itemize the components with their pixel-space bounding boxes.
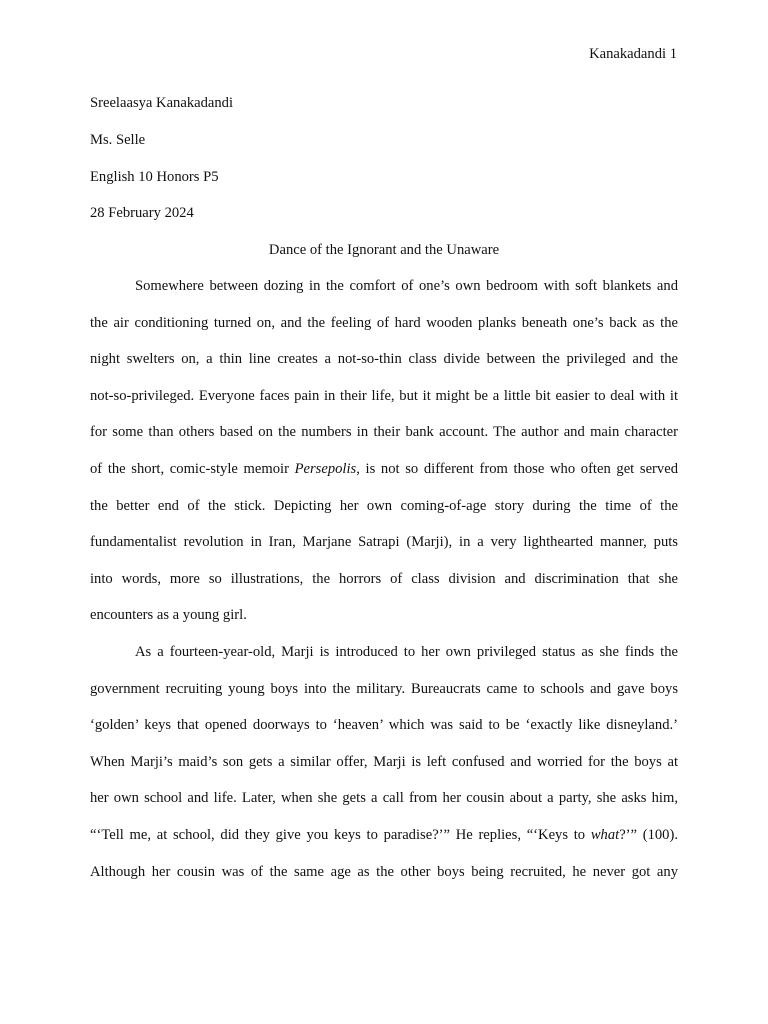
essay-body	[90, 277, 678, 899]
italic-word: what	[590, 826, 620, 843]
text-line: for some than others based on the numbers in their bank account. The author and main character	[90, 424, 678, 441]
essay-title: Dance of the Ignorant and the Unaware	[268, 242, 500, 258]
text-segment: , is not so different from those who often get served	[356, 460, 678, 477]
text-line: night swelters on, a thin line creates a not-so-thin class divide between the privileged and the	[90, 351, 678, 368]
text-line: the better end of the stick. Depicting her own coming-of-age story during the time of the	[90, 497, 678, 514]
text-line: Although her cousin was of the same age as the other boys being recruited, he never got any	[90, 863, 678, 880]
teacher-name: Ms. Selle	[90, 132, 146, 148]
text-segment: “‘Tell me, at school, did they give you keys to paradise?’” He replies, “‘Keys to	[90, 826, 591, 843]
text-line: Somewhere between dozing in the comfort of one’s own bedroom with soft blankets and	[135, 278, 678, 294]
running-head: Kanakadandi 1	[589, 46, 677, 62]
text-line: her own school and life. Later, when she gets a call from her cousin about a party, she asks him,	[90, 790, 678, 807]
text-line: As a fourteen-year-old, Marji is introduced to her own privileged status as she finds the	[135, 643, 678, 660]
text-line: the air conditioning turned on, and the feeling of hard wooden planks beneath one’s back as the	[90, 314, 678, 331]
text-line: fundamentalist revolution in Iran, Marjane Satrapi (Marji), in a very lighthearted manner, puts	[90, 534, 678, 551]
author-name: Sreelaasya Kanakadandi	[90, 95, 234, 111]
text-line	[90, 460, 678, 497]
text-line: government recruiting young boys into the military. Bureaucrats came to schools and gave boys	[90, 680, 678, 697]
text-segment: ?’” (100).	[619, 826, 678, 843]
text-line: ‘golden’ keys that opened doorways to ‘heaven’ which was said to be ‘exactly like disneyland.’	[90, 717, 678, 734]
text-segment: of the short, comic-style memoir	[90, 460, 295, 477]
date-line: 28 February 2024	[90, 205, 194, 221]
course-name: English 10 Honors P5	[90, 169, 219, 185]
text-line: into words, more so illustrations, the horrors of class division and discrimination that she	[90, 570, 678, 587]
text-line: not-so-privileged. Everyone faces pain in their life, but it might be a little bit easier to deal with it	[90, 387, 678, 404]
text-line: When Marji’s maid’s son gets a similar offer, Marji is left confused and worried for the boys at	[90, 753, 678, 770]
text-line: encounters as a young girl.	[90, 607, 247, 624]
book-title-italic: Persepolis	[294, 460, 357, 477]
text-line	[90, 826, 678, 863]
